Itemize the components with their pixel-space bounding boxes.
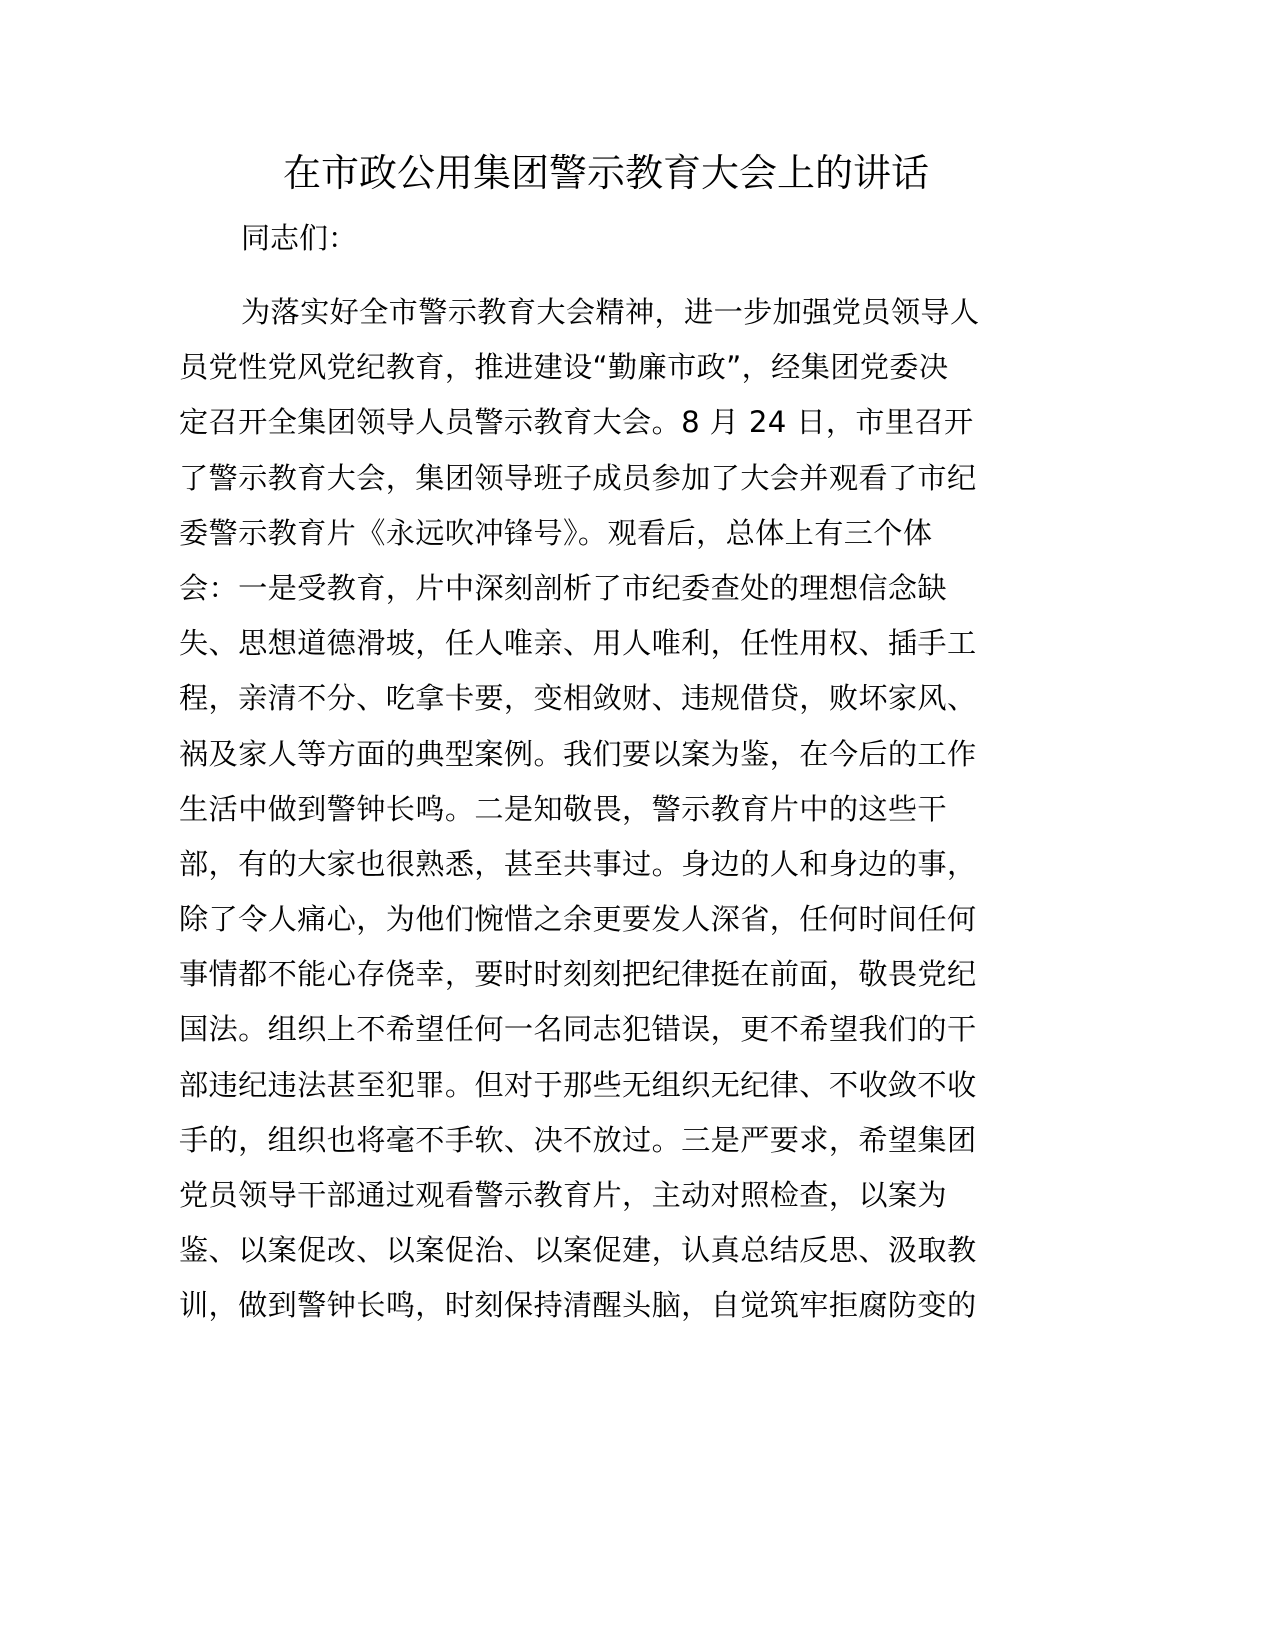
text-line: 部，有的大家也很熟悉，甚至共事过。身边的人和身边的事，: [179, 846, 977, 881]
text-line: 程，亲清不分、吃拿卡要，变相敛财、违规借贷，败坏家风、: [179, 681, 977, 716]
text-line: 手的，组织也将毫不手软、决不放过。三是严要求，希望集团: [179, 1122, 977, 1157]
text-line: 事情都不能心存侥幸，要时时刻刻把纪律挺在前面，敬畏党纪: [179, 957, 977, 992]
text-line: 员党性党风党纪教育，推进建设“勤廉市政”，经集团党委决: [179, 350, 949, 385]
text-line: 委警示教育片《永远吹冲锋号》。观看后，总体上有三个体: [179, 515, 933, 550]
text-line: 为落实好全市警示教育大会精神，进一步加强党员领导人: [241, 295, 980, 329]
text-line: 训，做到警钟长鸣，时刻保持清醒头脑，自觉筑牢拒腐防变的: [179, 1288, 977, 1323]
text-line: 祸及家人等方面的典型案例。我们要以案为鉴，在今后的工作: [179, 736, 977, 771]
salutation: 同志们：: [241, 221, 358, 255]
text-line: 生活中做到警钟长鸣。二是知敬畏，警示教育片中的这些干: [179, 791, 947, 826]
text-line: 部违纪违法甚至犯罪。但对于那些无组织无纪律、不收敛不收: [179, 1067, 977, 1102]
text-line: 定召开全集团领导人员警示教育大会。8 月 24 日，市里召开: [179, 405, 974, 440]
text-line: 了警示教育大会，集团领导班子成员参加了大会并观看了市纪: [179, 460, 977, 495]
text-line: 国法。组织上不希望任何一名同志犯错误，更不希望我们的干: [179, 1012, 977, 1047]
text-line: 鉴、以案促改、以案促治、以案促建，认真总结反思、汲取教: [179, 1233, 977, 1268]
text-line: 除了令人痛心，为他们惋惜之余更要发人深省，任何时间任何: [179, 902, 977, 937]
text-line: 失、思想道德滑坡，任人唯亲、用人唯利，任性用权、插手工: [179, 626, 977, 661]
body-paragraph: [179, 285, 1039, 1334]
text-line: 会：一是受教育，片中深刻剖析了市纪委查处的理想信念缺: [179, 570, 947, 605]
text-line: 党员领导干部通过观看警示教育片，主动对照检查，以案为: [179, 1178, 947, 1212]
page-title: 在市政公用集团警示教育大会上的讲话: [282, 151, 929, 195]
